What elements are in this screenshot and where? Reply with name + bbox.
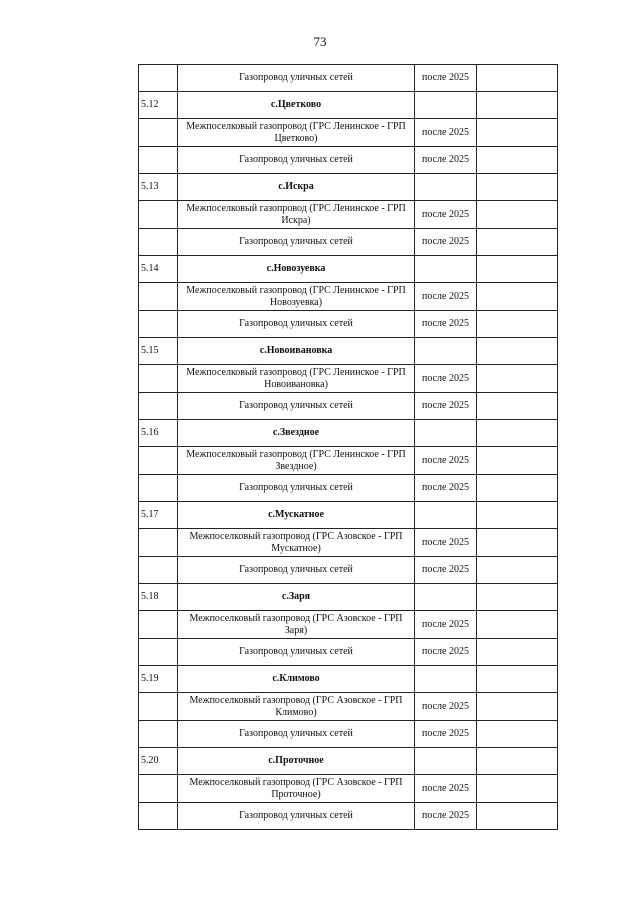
pipeline-name-cell: Межпоселковый газопровод (ГРС Ленинское - ГРП Новозуевка) [178, 283, 415, 311]
pipeline-name-cell: Межпоселковый газопровод (ГРС Ленинское - ГРП Искра) [178, 201, 415, 229]
section-row [139, 338, 558, 365]
pipeline-name-cell: Межпоселковый газопровод (ГРС Азовское - ГРП Мускатное) [178, 529, 415, 557]
table-row [139, 611, 558, 639]
table-row [139, 65, 558, 92]
empty-cell [477, 529, 558, 557]
item-number-cell [139, 311, 178, 338]
pipeline-name-cell: Газопровод уличных сетей [178, 229, 415, 256]
item-number-cell [139, 557, 178, 584]
period-cell: после 2025 [415, 475, 477, 502]
pipeline-name-cell: Межпоселковый газопровод (ГРС Ленинское - ГРП Новоивановка) [178, 365, 415, 393]
table-row [139, 365, 558, 393]
empty-cell [477, 693, 558, 721]
empty-cell [477, 365, 558, 393]
settlement-name-cell: с.Звездное [178, 420, 415, 447]
period-cell: после 2025 [415, 639, 477, 666]
item-number-cell: 5.15 [139, 338, 178, 365]
period-cell [415, 256, 477, 283]
empty-cell [477, 92, 558, 119]
period-cell: после 2025 [415, 365, 477, 393]
item-number-cell [139, 65, 178, 92]
table-row [139, 447, 558, 475]
settlement-name-cell: с.Цветково [178, 92, 415, 119]
item-number-cell: 5.20 [139, 748, 178, 775]
settlement-name-cell: с.Мускатное [178, 502, 415, 529]
table-row [139, 721, 558, 748]
empty-cell [477, 475, 558, 502]
period-cell: после 2025 [415, 201, 477, 229]
settlement-name-cell: с.Новозуевка [178, 256, 415, 283]
section-row [139, 584, 558, 611]
settlement-name-cell: с.Климово [178, 666, 415, 693]
item-number-cell [139, 693, 178, 721]
table-row [139, 557, 558, 584]
table-row [139, 393, 558, 420]
item-number-cell [139, 447, 178, 475]
item-number-cell [139, 775, 178, 803]
empty-cell [477, 311, 558, 338]
empty-cell [477, 721, 558, 748]
period-cell: после 2025 [415, 557, 477, 584]
empty-cell [477, 748, 558, 775]
period-cell [415, 174, 477, 201]
item-number-cell: 5.14 [139, 256, 178, 283]
period-cell: после 2025 [415, 65, 477, 92]
settlement-name-cell: с.Проточное [178, 748, 415, 775]
empty-cell [477, 256, 558, 283]
item-number-cell: 5.19 [139, 666, 178, 693]
section-row [139, 748, 558, 775]
item-number-cell [139, 529, 178, 557]
table-row [139, 639, 558, 666]
settlement-name-cell: с.Новоивановка [178, 338, 415, 365]
pipeline-name-cell: Межпоселковый газопровод (ГРС Азовское - ГРП Климово) [178, 693, 415, 721]
item-number-cell [139, 201, 178, 229]
settlement-name-cell: с.Искра [178, 174, 415, 201]
period-cell: после 2025 [415, 803, 477, 830]
period-cell [415, 748, 477, 775]
item-number-cell: 5.12 [139, 92, 178, 119]
period-cell: после 2025 [415, 147, 477, 174]
table-row [139, 283, 558, 311]
empty-cell [477, 201, 558, 229]
period-cell: после 2025 [415, 311, 477, 338]
item-number-cell [139, 393, 178, 420]
page-number: 73 [313, 34, 327, 49]
table-row [139, 311, 558, 338]
empty-cell [477, 803, 558, 830]
item-number-cell [139, 119, 178, 147]
section-row [139, 256, 558, 283]
table-row [139, 693, 558, 721]
item-number-cell [139, 147, 178, 174]
pipeline-name-cell: Газопровод уличных сетей [178, 475, 415, 502]
item-number-cell: 5.16 [139, 420, 178, 447]
period-cell: после 2025 [415, 611, 477, 639]
table-row [139, 201, 558, 229]
period-cell: после 2025 [415, 119, 477, 147]
period-cell [415, 420, 477, 447]
period-cell [415, 502, 477, 529]
pipeline-name-cell: Межпоселковый газопровод (ГРС Ленинское - ГРП Цветково) [178, 119, 415, 147]
item-number-cell [139, 639, 178, 666]
empty-cell [477, 119, 558, 147]
item-number-cell [139, 611, 178, 639]
pipeline-name-cell: Газопровод уличных сетей [178, 639, 415, 666]
table-row [139, 775, 558, 803]
empty-cell [477, 611, 558, 639]
table-row [139, 803, 558, 830]
item-number-cell: 5.13 [139, 174, 178, 201]
item-number-cell [139, 229, 178, 256]
section-row [139, 92, 558, 119]
section-row [139, 502, 558, 529]
empty-cell [477, 283, 558, 311]
empty-cell [477, 174, 558, 201]
empty-cell [477, 666, 558, 693]
empty-cell [477, 338, 558, 365]
empty-cell [477, 557, 558, 584]
pipeline-name-cell: Межпоселковый газопровод (ГРС Азовское - ГРП Проточное) [178, 775, 415, 803]
section-row [139, 174, 558, 201]
empty-cell [477, 639, 558, 666]
period-cell: после 2025 [415, 229, 477, 256]
pipeline-name-cell: Газопровод уличных сетей [178, 803, 415, 830]
empty-cell [477, 65, 558, 92]
pipeline-name-cell: Газопровод уличных сетей [178, 65, 415, 92]
empty-cell [477, 584, 558, 611]
gas-pipeline-table [138, 64, 558, 830]
item-number-cell [139, 283, 178, 311]
item-number-cell [139, 365, 178, 393]
pipeline-name-cell: Газопровод уличных сетей [178, 147, 415, 174]
period-cell [415, 584, 477, 611]
empty-cell [477, 393, 558, 420]
period-cell [415, 338, 477, 365]
pipeline-name-cell: Межпоселковый газопровод (ГРС Азовское - ГРП Заря) [178, 611, 415, 639]
item-number-cell [139, 721, 178, 748]
empty-cell [477, 502, 558, 529]
table-row [139, 529, 558, 557]
pipeline-name-cell: Газопровод уличных сетей [178, 721, 415, 748]
empty-cell [477, 775, 558, 803]
empty-cell [477, 147, 558, 174]
table-row [139, 147, 558, 174]
period-cell: после 2025 [415, 283, 477, 311]
period-cell: после 2025 [415, 447, 477, 475]
section-row [139, 420, 558, 447]
item-number-cell [139, 803, 178, 830]
empty-cell [477, 420, 558, 447]
period-cell: после 2025 [415, 775, 477, 803]
period-cell [415, 666, 477, 693]
period-cell: после 2025 [415, 393, 477, 420]
item-number-cell: 5.17 [139, 502, 178, 529]
pipeline-name-cell: Газопровод уличных сетей [178, 311, 415, 338]
pipeline-name-cell: Межпоселковый газопровод (ГРС Ленинское - ГРП Звездное) [178, 447, 415, 475]
period-cell: после 2025 [415, 529, 477, 557]
period-cell [415, 92, 477, 119]
section-row [139, 666, 558, 693]
settlement-name-cell: с.Заря [178, 584, 415, 611]
table-row [139, 475, 558, 502]
empty-cell [477, 447, 558, 475]
item-number-cell: 5.18 [139, 584, 178, 611]
pipeline-name-cell: Газопровод уличных сетей [178, 393, 415, 420]
item-number-cell [139, 475, 178, 502]
empty-cell [477, 229, 558, 256]
table-row [139, 119, 558, 147]
pipeline-name-cell: Газопровод уличных сетей [178, 557, 415, 584]
table-row [139, 229, 558, 256]
period-cell: после 2025 [415, 721, 477, 748]
period-cell: после 2025 [415, 693, 477, 721]
